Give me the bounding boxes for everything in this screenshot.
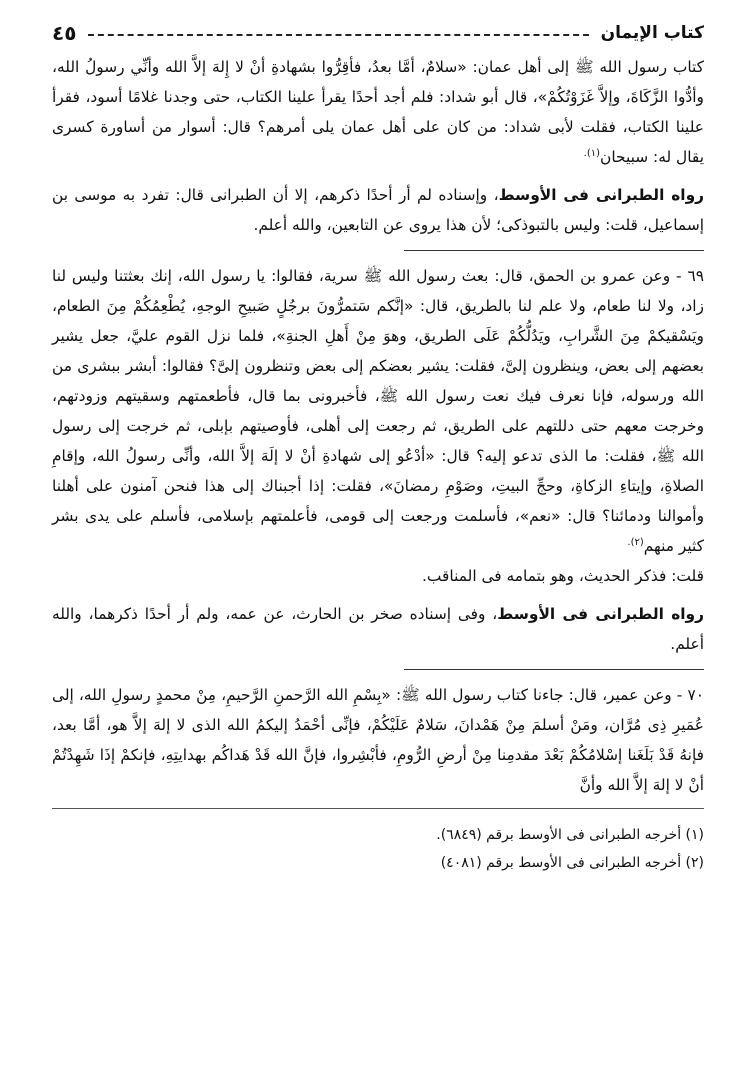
paragraph-letter-oman [52, 52, 704, 172]
footnote-ref: (٢). [627, 536, 644, 548]
page-header [52, 18, 704, 48]
section-divider [404, 250, 704, 251]
footnote-2: (٢) أخرجه الطبرانى فى الأوسط برقم (٤٠٨١) [440, 855, 704, 871]
narration-lead: رواه الطبرانى فى الأوسط [497, 605, 704, 623]
paragraph-narration-1 [52, 180, 704, 240]
paragraph-hadith-70 [52, 680, 704, 800]
section-divider [404, 669, 704, 670]
paragraph-text: ، وإسناده لم أر أحدًا ذكرهم، إلا أن الطبرانى قال: تفرد به موسى بن إسماعيل، قلت: وليس بالتبوذكى؛ لأن هذا يروى عن التابعين، والله أعلم. [52, 186, 704, 234]
footnote-separator [52, 808, 704, 809]
footnote-1: (١) أخرجه الطبرانى فى الأوسط برقم (٦٨٤٩). [436, 827, 704, 843]
footnotes [52, 821, 704, 877]
paragraph-tail: قلت: فذكر الحديث، وهو بتمامه فى المناقب. [422, 567, 704, 585]
paragraph-note [52, 561, 704, 591]
narration-lead: رواه الطبرانى فى الأوسط [498, 186, 704, 204]
page [52, 18, 704, 1078]
paragraph-text: ٧٠ - وعن عمير، قال: جاءنا كتاب رسول الله ﷺ: «بِسْمِ الله الرَّحمنِ الرَّحيمِ، مِنْ محمدٍ رسولِ الله، إلى عُمَيرِ ذِى مُرَّان، ومَنْ أسلمَ مِنْ هَمْدانَ، سَلامٌ عَلَيْكُمْ، فإنِّى أحْمَدُ إليكمُ الله الذى لا إلهَ إلاَّ هو، أمَّا بعد، فإنهُ قَدْ بَلَغَنا إسْلامُكُمْ بَعْدَ مقدمِنا مِنْ أرضِ الرُّومِ، فأبْشِروا، فإنَّ الله قَدْ هَداكُم بهدايتِهِ، فإنكمْ إذَا شَهِدْتُمْ أنْ لا إلهَ إلاَّ الله وأنَّ [52, 686, 704, 794]
paragraph-text: ٦٩ - وعن عمرو بن الحمق، قال: بعث رسول الله ﷺ سرية، فقالوا: يا رسول الله، إنك بعثتنا وليس لنا زاد، ولا لنا طعام، ولا علم لنا بالطريق، قال: «إنَّكم سَتمرُّونَ برجُلٍ صَبيحِ الوجهِ، يُطْعِمُكُمْ مِنَ الطعام، ويَسْقيكمْ مِنَ الشَّرابِ، ويَدُلُّكُمْ عَلَى الطريق، وهوَ مِنْ أَهلِ الجنةِ»، فلما نزل القوم عليَّ، جعل يشير بعضهم إلى بعض، وينظرون إلىَّ، فقلت: يشير بعضكم إلى بعض وتنظرون إلىَّ؟ فقالوا: أبشر ببشرى من الله ورسوله، فإنا نعرف فيك نعت رسول الله ﷺ، فأخبرونى بما قال، فأطعمتهم وسقيتهم وزودتهم، وخرجت معهم حتى دللتهم على الطريق، ثم رجعت إلى أهلى، فأوصيتهم بإبلى، ثم خرجت إلى رسول الله ﷺ، فقلت: ما الذى تدعو إليه؟ قال: «أدْعُو إلى شهادةِ أنْ لا إلَهَ إلاَّ الله، وأنِّى رسولُ الله، وإقامِ الصلاةِ، وإيتاءِ الزكاةِ، وحجِّ البيتِ، وصَوْمِ رمضانَ»، فقلت: إذا أجبناك إلى هذا فنحن آمنون على أهلنا وأموالنا ودمائنا؟ قال: «نعم»، فأسلمت ورجعت إلى قومى، فأعلمتهم بإسلامى، فأسلم على يدى بشر كثير منهم [52, 267, 704, 555]
footnote-ref: (١). [583, 147, 601, 159]
paragraph-text: ، وفى إسناده صخر بن الحارث، عن عمه، ولم أر أحدًا ذكرهما، والله أعلم. [52, 605, 704, 653]
paragraph-text: كتاب رسول الله ﷺ إلى أهل عمان: «سلامٌ، أمَّا بعدُ، فأقِرُّوا بشهادةِ أنْ لا إِلهَ إلاَّ الله وأنِّي رسولُ الله، وأدُّوا الزَّكَاةَ، وإلاَّ غَزَوْتُكُمْ»، قال أبو شداد: فلم أجد أحدًا يقرأ علينا الكتاب، حتى وجدنا غلامًا أسود، فقرأ علينا الكتاب، فقلت لأبى شداد: من كان على أهل عمان يلى أمرهم؟ قال: أسوار من أساورة كسرى يقال له: سبيحان [52, 58, 704, 166]
paragraph-hadith-69 [52, 261, 704, 561]
book-title: كتاب الإيمان [600, 23, 704, 43]
main-text [52, 52, 704, 800]
paragraph-narration-2 [52, 599, 704, 659]
page-number: ٤٥ [52, 21, 77, 45]
header-dashed-rule [88, 34, 588, 36]
